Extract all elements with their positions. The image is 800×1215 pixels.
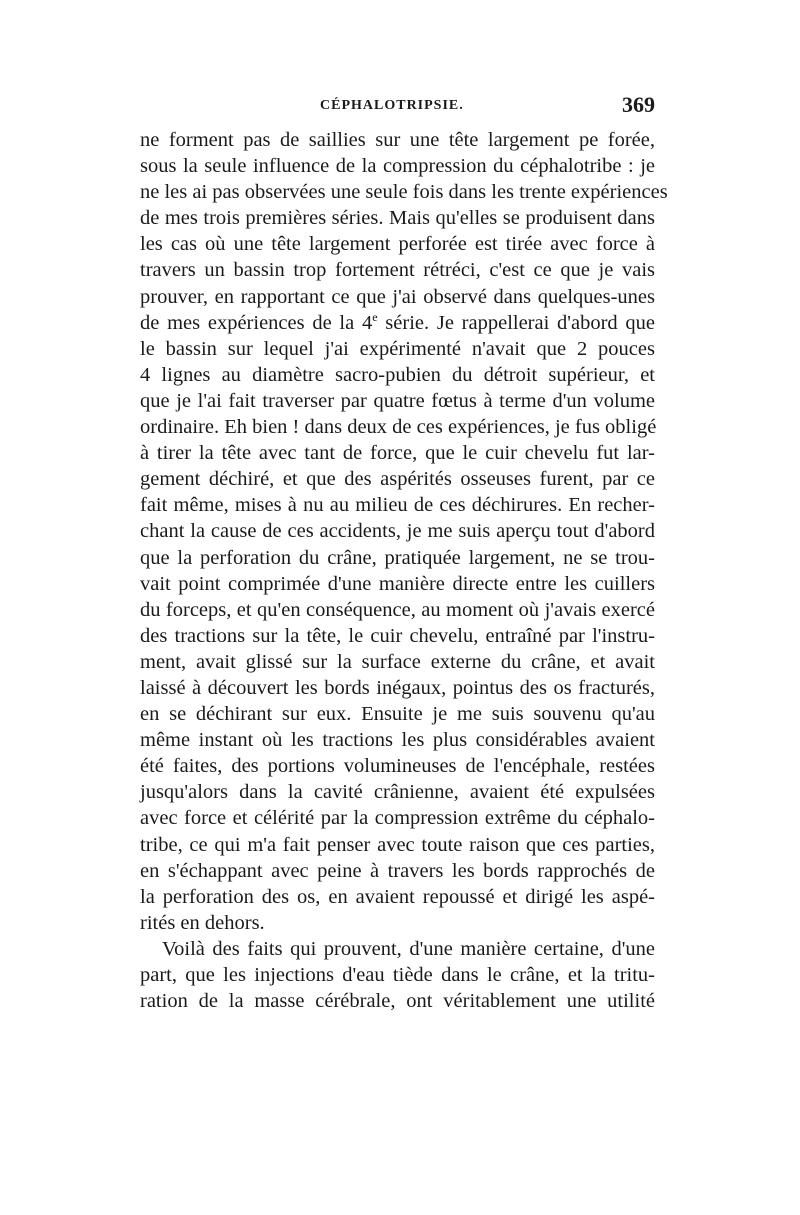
- text-line: [140, 310, 655, 336]
- text-line: gement déchiré, et que des aspérités osseuses furent, par ce: [140, 468, 655, 491]
- text-line: en se déchirant sur eux. Ensuite je me suis souvenu qu'au: [140, 703, 655, 726]
- superscript-ordinal: e: [372, 309, 378, 324]
- text-line: avec force et célérité par la compression extrême du céphalo-: [140, 807, 655, 830]
- running-head-title: CÉPHALOTRIPSIE.: [320, 98, 464, 113]
- text-line: rités en dehors.: [140, 911, 265, 934]
- text-line: en s'échappant avec peine à travers les bords rapprochés de: [140, 859, 655, 882]
- text-line: été faites, des portions volumineuses de l'encéphale, restées: [140, 755, 655, 778]
- text-line: travers un bassin trop fortement rétréci, c'est ce que je vais: [140, 259, 655, 282]
- text-line: du forceps, et qu'en conséquence, au moment où j'avais exercé: [140, 598, 655, 621]
- text-line: ne forment pas de saillies sur une tête largement pe forée,: [140, 129, 655, 151]
- text-line: part, que les injections d'eau tiède dans le crâne, et la tritu-: [140, 964, 655, 986]
- text-line: chant la cause de ces accidents, je me suis aperçu tout d'abord: [140, 520, 655, 543]
- text-line: fait même, mises à nu au milieu de ces déchirures. En recher-: [140, 494, 655, 517]
- running-head: [140, 92, 655, 122]
- text-line: 4 lignes au diamètre sacro-pubien du détroit supérieur, et: [140, 363, 655, 386]
- text-line: sous la seule influence de la compression du céphalotribe : je: [140, 155, 655, 178]
- text-line: que la perforation du crâne, pratiquée largement, ne se trou-: [140, 546, 655, 569]
- text-line: la perforation des os, en avaient repoussé et dirigé les aspé-: [140, 885, 655, 908]
- page-number: 369: [622, 92, 655, 117]
- text-line: le bassin sur lequel j'ai expérimenté n'avait que 2 pouces: [140, 337, 655, 360]
- text-line: Voilà des faits qui prouvent, d'une manière certaine, d'une: [162, 937, 655, 960]
- text-line: jusqu'alors dans la cavité crânienne, avaient été expulsées: [140, 781, 655, 804]
- text-line: de mes trois premières séries. Mais qu'elles se produisent dans: [140, 207, 655, 230]
- body-text: [140, 127, 668, 1014]
- text-line: à tirer la tête avec tant de force, que le cuir chevelu fut lar-: [140, 442, 655, 465]
- text-line: vait point comprimée d'une manière directe entre les cuillers: [140, 572, 655, 595]
- text-line: prouver, en rapportant ce que j'ai observé dans quelques-unes: [140, 285, 655, 308]
- text-line: des tractions sur la tête, le cuir chevelu, entraîné par l'instru-: [140, 624, 655, 647]
- text-line: ment, avait glissé sur la surface externe du crâne, et avait: [140, 650, 655, 673]
- text-line: que je l'ai fait traverser par quatre fœtus à terme d'un volume: [140, 389, 655, 412]
- text-line: même instant où les tractions les plus considérables avaient: [140, 729, 655, 752]
- text-line: tribe, ce qui m'a fait penser avec toute raison que ces parties,: [140, 833, 655, 856]
- text-line: ordinaire. Eh bien ! dans deux de ces expériences, je fus obligé: [140, 416, 657, 439]
- text-line: ration de la masse cérébrale, ont véritablement une utilité: [140, 990, 655, 1013]
- text-line: ne les ai pas observées une seule fois dans les trente expériences: [140, 181, 668, 204]
- text-line: laissé à découvert les bords inégaux, pointus des os fracturés,: [140, 676, 655, 699]
- text-line: les cas où une tête largement perforée est tirée avec force à: [140, 233, 655, 256]
- text-fragment: de mes expériences de la 4: [140, 311, 373, 334]
- text-fragment: série. Je rappellerai d'abord que: [377, 311, 655, 334]
